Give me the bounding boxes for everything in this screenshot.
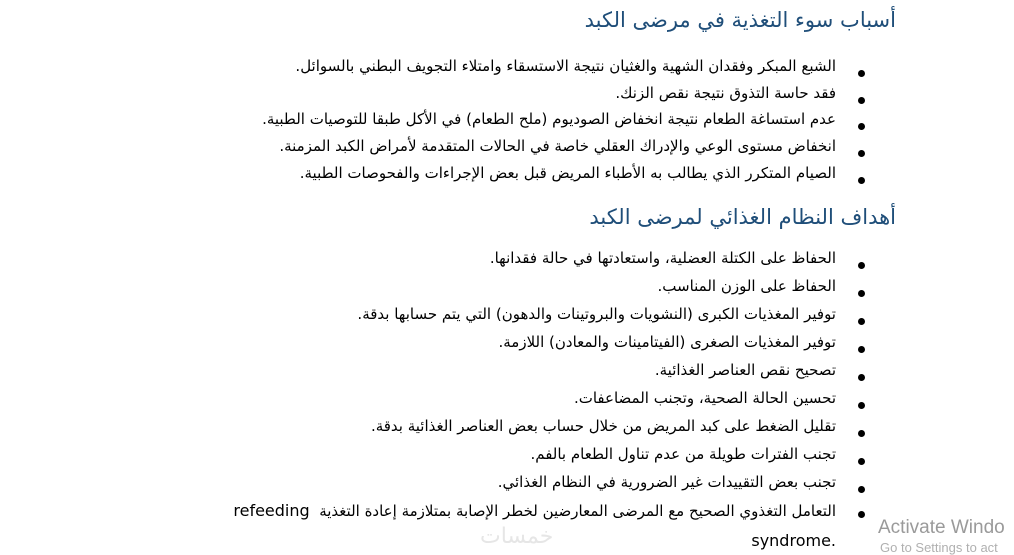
bullet-dot (858, 177, 865, 184)
list-item-text (195, 501, 836, 521)
list-item-text: تجنب الفترات طويلة من عدم تناول الطعام بالفم. (530, 445, 836, 463)
list-item-text: الصيام المتكرر الذي يطالب به الأطباء المريض قبل بعض الإجراءات والفحوصات الطبية. (299, 164, 836, 182)
bullet-dot (858, 70, 865, 77)
bullet-dot (858, 262, 865, 269)
list-item-text-continuation: syndrome. (751, 531, 836, 550)
list-item-text: توفير المغذيات الصغرى (الفيتامينات والمعادن) اللازمة. (498, 333, 836, 351)
bullet-dot (858, 511, 865, 518)
windows-activation-subtext: Go to Settings to act (880, 540, 998, 555)
bullet-dot (858, 97, 865, 104)
list-item-text: الحفاظ على الكتلة العضلية، واستعادتها في حالة فقدانها. (489, 249, 836, 267)
list-item-text: فقد حاسة التذوق نتيجة نقص الزنك. (615, 84, 836, 102)
bullet-dot (858, 123, 865, 130)
list-item-text: انخفاض مستوى الوعي والإدراك العقلي خاصة في الحالات المتقدمة لأمراض الكبد المزمنة. (279, 137, 836, 155)
section-heading-goals: أهداف النظام الغذائي لمرضى الكبد (589, 205, 896, 229)
list-item-text: الحفاظ على الوزن المناسب. (657, 277, 836, 295)
list-item-text: تجنب بعض التقييدات غير الضرورية في النظام الغذائي. (497, 473, 836, 491)
bullet-dot (858, 458, 865, 465)
windows-activation-watermark: Activate Windo (878, 517, 1005, 538)
list-item-text: تحسين الحالة الصحية، وتجنب المضاعفات. (573, 389, 836, 407)
bullet-dot (858, 402, 865, 409)
bullet-dot (858, 346, 865, 353)
bullet-dot (858, 290, 865, 297)
list-item-text-arabic: التعامل التغذوي الصحيح مع المرضى المعارضين لخطر الإصابة بمتلازمة إعادة التغذية (319, 502, 836, 520)
list-item-text: تقليل الضغط على كبد المريض من خلال حساب بعض العناصر الغذائية بدقة. (370, 417, 836, 435)
list-item-text-english: refeeding (233, 501, 310, 520)
bullet-dot (858, 430, 865, 437)
bullet-dot (858, 150, 865, 157)
bullet-dot (858, 318, 865, 325)
section-heading-causes: أسباب سوء التغذية في مرضى الكبد (584, 8, 896, 32)
list-item-text: توفير المغذيات الكبرى (النشويات والبروتينات والدهون) التي يتم حسابها بدقة. (357, 305, 836, 323)
list-item-text: تصحيح نقص العناصر الغذائية. (654, 361, 836, 379)
site-logo-watermark: خمسات (480, 524, 554, 549)
bullet-dot (858, 486, 865, 493)
list-item-text: الشبع المبكر وفقدان الشهية والغثيان نتيجة الاستسقاء وامتلاء التجويف البطني بالسوائل. (295, 57, 836, 75)
bullet-dot (858, 374, 865, 381)
list-item-text: عدم استساغة الطعام نتيجة انخفاض الصوديوم (ملح الطعام) في الأكل طبقا للتوصيات الطبية. (262, 110, 836, 128)
